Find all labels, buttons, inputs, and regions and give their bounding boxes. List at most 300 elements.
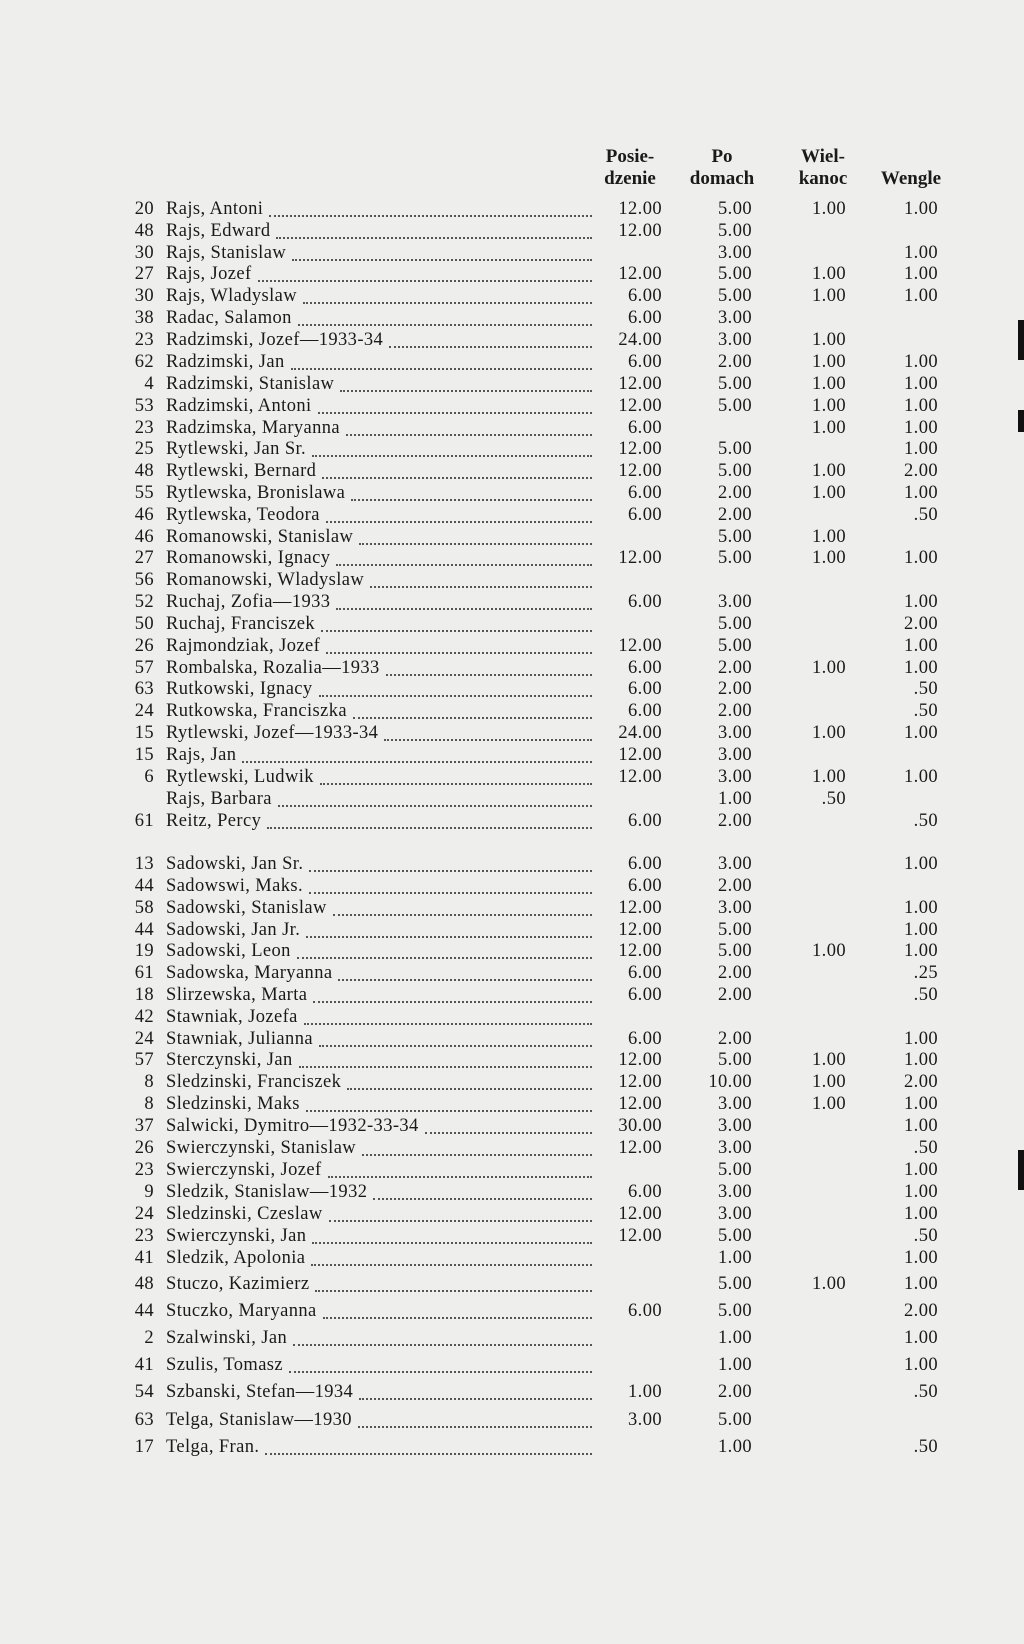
member-number: 26 [134,636,154,656]
member-number: 26 [134,1138,154,1158]
dot-leader [362,1132,592,1156]
member-name: Radzimski, Jan [166,352,285,372]
member-name: Rytlewska, Teodora [166,505,320,525]
amount-wengle: 1.00 [904,1204,938,1224]
amount-posiedzenie: 12.00 [618,941,662,961]
dot-leader [289,1349,592,1373]
amount-wielkanoc: 1.00 [812,199,846,219]
amount-posiedzenie: 6.00 [628,658,662,678]
amount-po-domach: 5.00 [718,1274,752,1294]
amount-wengle: 1.00 [904,1160,938,1180]
member-name: Sadowski, Stanislaw [166,898,327,918]
dot-leader [373,1176,592,1200]
dot-leader [347,1066,592,1090]
member-name: Rytlewski, Bernard [166,461,317,481]
amount-wengle: .50 [913,811,938,831]
dot-leader [276,215,592,239]
amount-po-domach: 2.00 [718,352,752,372]
member-number: 24 [134,1204,154,1224]
member-name: Rutkowska, Franciszka [166,701,348,721]
amount-posiedzenie: 12.00 [618,548,662,568]
amount-po-domach: 3.00 [718,1116,752,1136]
dot-leader [267,805,592,829]
amount-po-domach: 5.00 [718,920,752,940]
amount-posiedzenie: 12.00 [618,920,662,940]
amount-po-domach: 2.00 [718,985,752,1005]
amount-po-domach: 5.00 [718,548,752,568]
amount-po-domach: 5.00 [718,1160,752,1180]
amount-po-domach: 3.00 [718,1138,752,1158]
amount-po-domach: 3.00 [718,1094,752,1114]
list-item [0,810,1024,832]
dot-leader [328,1154,592,1178]
amount-wengle: .50 [913,505,938,525]
amount-po-domach: 2.00 [718,876,752,896]
amount-po-domach: 10.00 [708,1072,752,1092]
member-name: Swierczynski, Stanislaw [166,1138,357,1158]
dot-leader [333,892,592,916]
amount-wengle: 1.00 [904,920,938,940]
dot-leader [338,957,592,981]
amount-wielkanoc: 1.00 [812,264,846,284]
amount-po-domach: 3.00 [718,243,752,263]
amount-wielkanoc: 1.00 [812,941,846,961]
member-name: Szalwinski, Jan [166,1328,288,1348]
amount-posiedzenie: 6.00 [628,505,662,525]
member-number: 41 [134,1248,154,1268]
dot-leader [242,739,592,763]
member-number: 15 [134,723,154,743]
page-edge-mark [1018,410,1024,432]
member-name: Sledzinski, Czeslaw [166,1204,323,1224]
amount-posiedzenie: 6.00 [628,985,662,1005]
list-item [0,1409,1024,1431]
column-headers [0,146,1024,196]
member-number: 20 [134,199,154,219]
amount-wengle: 1.00 [904,1355,938,1375]
dot-leader [389,324,592,348]
member-number: 25 [134,439,154,459]
list-item [0,1300,1024,1322]
amount-wengle: 1.00 [904,1182,938,1202]
amount-po-domach: 5.00 [718,461,752,481]
amount-wengle: .50 [913,701,938,721]
member-name: Rajs, Jan [166,745,237,765]
amount-po-domach: 2.00 [718,1029,752,1049]
member-name: Sterczynski, Jan [166,1050,293,1070]
member-name: Rytlewski, Ludwik [166,767,314,787]
amount-posiedzenie: 12.00 [618,1094,662,1114]
dot-leader [322,455,592,479]
amount-wielkanoc: 1.00 [812,1274,846,1294]
dot-leader [340,368,592,392]
member-name: Salwicki, Dymitro—1932-33-34 [166,1116,419,1136]
amount-po-domach: 5.00 [718,374,752,394]
amount-po-domach: 2.00 [718,1382,752,1402]
member-number: 41 [134,1355,154,1375]
amount-wengle: 1.00 [904,483,938,503]
amount-po-domach: 3.00 [718,592,752,612]
amount-po-domach: 2.00 [718,811,752,831]
member-number: 38 [134,308,154,328]
amount-posiedzenie: 12.00 [618,898,662,918]
dot-leader [358,1404,592,1428]
amount-posiedzenie: 12.00 [618,1138,662,1158]
amount-wielkanoc: 1.00 [812,286,846,306]
amount-po-domach: 1.00 [718,1355,752,1375]
amount-po-domach: 5.00 [718,636,752,656]
member-number: 30 [134,243,154,263]
amount-posiedzenie: 6.00 [628,963,662,983]
list-item [0,1381,1024,1403]
page-edge-mark [1018,1150,1024,1190]
member-number: 13 [134,854,154,874]
amount-wengle: 1.00 [904,941,938,961]
amount-wengle: 1.00 [904,1248,938,1268]
member-number: 4 [144,374,154,394]
amount-wengle: 1.00 [904,592,938,612]
dot-leader [269,193,592,217]
amount-wengle: 1.00 [904,1274,938,1294]
amount-wengle: 1.00 [904,658,938,678]
member-name: Rutkowski, Ignacy [166,679,313,699]
amount-po-domach: 3.00 [718,745,752,765]
member-number: 50 [134,614,154,634]
amount-po-domach: 3.00 [718,308,752,328]
amount-posiedzenie: 6.00 [628,701,662,721]
amount-wengle: 2.00 [904,1301,938,1321]
amount-wielkanoc: 1.00 [812,396,846,416]
member-number: 24 [134,1029,154,1049]
amount-po-domach: 2.00 [718,679,752,699]
amount-po-domach: 5.00 [718,941,752,961]
amount-posiedzenie: 6.00 [628,854,662,874]
member-number: 48 [134,221,154,241]
member-name: Radzimska, Maryanna [166,418,341,438]
amount-posiedzenie: 12.00 [618,1050,662,1070]
header-posiedzenie: Posie- dzenie [604,146,656,189]
amount-po-domach: 2.00 [718,701,752,721]
member-name: Radzimski, Jozef—1933-34 [166,330,384,350]
amount-wengle: 1.00 [904,264,938,284]
member-name: Rajs, Stanislaw [166,243,287,263]
dot-leader [359,1376,592,1400]
amount-posiedzenie: 6.00 [628,352,662,372]
member-name: Szbanski, Stefan—1934 [166,1382,354,1402]
member-name: Rajs, Antoni [166,199,264,219]
member-number: 24 [134,701,154,721]
amount-posiedzenie: 12.00 [618,1072,662,1092]
dot-leader [299,1044,592,1068]
amount-wengle: 1.00 [904,1094,938,1114]
amount-po-domach: 5.00 [718,286,752,306]
amount-po-domach: 5.00 [718,439,752,459]
dot-leader [425,1110,592,1134]
member-number: 55 [134,483,154,503]
member-name: Sadowski, Jan Sr. [166,854,304,874]
dot-leader [293,1322,592,1346]
member-name: Stuczko, Maryanna [166,1301,317,1321]
dot-leader [323,1295,592,1319]
amount-po-domach: 3.00 [718,1182,752,1202]
amount-posiedzenie: 12.00 [618,396,662,416]
amount-wengle: 1.00 [904,243,938,263]
member-number: 57 [134,1050,154,1070]
member-name: Rytlewska, Bronislawa [166,483,346,503]
amount-wengle: 2.00 [904,461,938,481]
amount-wengle: 2.00 [904,614,938,634]
amount-posiedzenie: 6.00 [628,679,662,699]
amount-posiedzenie: 12.00 [618,199,662,219]
member-number: 58 [134,898,154,918]
member-name: Radac, Salamon [166,308,292,328]
member-name: Sadowswi, Maks. [166,876,304,896]
list-item [0,1247,1024,1269]
amount-po-domach: 2.00 [718,505,752,525]
amount-posiedzenie: 6.00 [628,418,662,438]
member-number: 8 [144,1072,154,1092]
amount-wielkanoc: 1.00 [812,1050,846,1070]
member-name: Sledzinski, Franciszek [166,1072,342,1092]
member-name: Szulis, Tomasz [166,1355,284,1375]
amount-po-domach: 5.00 [718,1410,752,1430]
dot-leader [311,1242,592,1266]
amount-wengle: 1.00 [904,548,938,568]
amount-wengle: 1.00 [904,439,938,459]
dot-leader [329,1198,592,1222]
amount-posiedzenie: 12.00 [618,264,662,284]
amount-wengle: 1.00 [904,723,938,743]
member-number: 8 [144,1094,154,1114]
member-name: Rombalska, Rozalia—1933 [166,658,380,678]
member-number: 57 [134,658,154,678]
member-name: Romanowski, Ignacy [166,548,331,568]
amount-posiedzenie: 12.00 [618,439,662,459]
member-name: Reitz, Percy [166,811,262,831]
member-number: 48 [134,461,154,481]
member-name: Swierczynski, Jan [166,1226,307,1246]
list-item [0,1354,1024,1376]
member-name: Rajmondziak, Jozef [166,636,321,656]
amount-wengle: .50 [913,1138,938,1158]
member-name: Stuczo, Kazimierz [166,1274,310,1294]
amount-wengle: 1.00 [904,199,938,219]
member-number: 37 [134,1116,154,1136]
amount-po-domach: 5.00 [718,199,752,219]
dot-leader [312,1220,592,1244]
member-number: 2 [144,1328,154,1348]
page-edge-mark [1018,320,1024,360]
amount-wengle: .50 [913,985,938,1005]
amount-wengle: 1.00 [904,352,938,372]
dot-leader [312,433,592,457]
amount-wielkanoc: 1.00 [812,1072,846,1092]
member-number: 54 [134,1382,154,1402]
dot-leader [315,1268,592,1292]
member-number: 23 [134,1226,154,1246]
member-number: 44 [134,876,154,896]
member-number: 63 [134,679,154,699]
amount-wielkanoc: 1.00 [812,330,846,350]
amount-wielkanoc: 1.00 [812,461,846,481]
amount-po-domach: 5.00 [718,527,752,547]
member-name: Ruchaj, Zofia—1933 [166,592,331,612]
dot-leader [258,258,592,282]
member-name: Slirzewska, Marta [166,985,308,1005]
member-number: 56 [134,570,154,590]
dot-leader [304,1001,592,1025]
amount-posiedzenie: 12.00 [618,221,662,241]
amount-wengle: 1.00 [904,1328,938,1348]
member-name: Radzimski, Antoni [166,396,312,416]
member-number: 44 [134,1301,154,1321]
member-name: Rajs, Edward [166,221,271,241]
amount-posiedzenie: 24.00 [618,723,662,743]
amount-wengle: .50 [913,1437,938,1457]
dot-leader [318,390,592,414]
amount-wielkanoc: 1.00 [812,658,846,678]
amount-wielkanoc: 1.00 [812,548,846,568]
amount-wengle: 1.00 [904,1116,938,1136]
amount-wielkanoc: 1.00 [812,418,846,438]
amount-posiedzenie: 6.00 [628,876,662,896]
member-name: Rajs, Jozef [166,264,252,284]
member-number: 19 [134,941,154,961]
amount-posiedzenie: 6.00 [628,811,662,831]
member-name: Romanowski, Wladyslaw [166,570,365,590]
dot-leader [336,542,592,566]
member-number: 15 [134,745,154,765]
amount-posiedzenie: 12.00 [618,767,662,787]
dot-leader [319,673,592,697]
member-name: Stawniak, Jozefa [166,1007,298,1027]
member-number: 61 [134,811,154,831]
amount-wengle: .50 [913,1226,938,1246]
dot-leader [306,1088,592,1112]
member-number: 23 [134,418,154,438]
amount-po-domach: 1.00 [718,1248,752,1268]
member-number: 53 [134,396,154,416]
dot-leader [297,935,592,959]
amount-wielkanoc: 1.00 [812,527,846,547]
amount-wengle: .25 [913,963,938,983]
member-name: Swierczynski, Jozef [166,1160,322,1180]
member-name: Rajs, Barbara [166,789,272,809]
dot-leader [313,979,592,1003]
amount-posiedzenie: 6.00 [628,1029,662,1049]
member-number: 23 [134,1160,154,1180]
member-name: Sadowska, Maryanna [166,963,333,983]
amount-po-domach: 3.00 [718,898,752,918]
member-name: Telga, Stanislaw—1930 [166,1410,352,1430]
amount-posiedzenie: 1.00 [628,1382,662,1402]
member-number: 46 [134,527,154,547]
header-wielkanoc: Wiel- kanoc [798,146,848,189]
member-name: Sledzik, Stanislaw—1932 [166,1182,368,1202]
amount-wengle: 1.00 [904,286,938,306]
amount-wielkanoc: .50 [821,789,846,809]
list-item [0,1436,1024,1458]
amount-wielkanoc: 1.00 [812,352,846,372]
amount-po-domach: 5.00 [718,396,752,416]
member-name: Romanowski, Stanislaw [166,527,354,547]
amount-wengle: .50 [913,1382,938,1402]
amount-wielkanoc: 1.00 [812,483,846,503]
dot-leader [351,477,592,501]
amount-po-domach: 2.00 [718,483,752,503]
dot-leader [303,280,592,304]
dot-leader [326,499,592,523]
dot-leader [278,783,592,807]
dot-leader [321,608,592,632]
dot-leader [384,717,592,741]
amount-wielkanoc: 1.00 [812,1094,846,1114]
amount-po-domach: 5.00 [718,1226,752,1246]
member-name: Ruchaj, Franciszek [166,614,315,634]
amount-wielkanoc: 1.00 [812,374,846,394]
amount-po-domach: 5.00 [718,614,752,634]
dot-leader [326,630,592,654]
list-item [0,1273,1024,1295]
amount-wengle: 1.00 [904,854,938,874]
amount-po-domach: 1.00 [718,789,752,809]
amount-po-domach: 3.00 [718,330,752,350]
amount-wengle: 1.00 [904,396,938,416]
amount-posiedzenie: 6.00 [628,1182,662,1202]
dot-leader [309,870,592,894]
member-number: 17 [134,1437,154,1457]
member-number: 48 [134,1274,154,1294]
amount-posiedzenie: 30.00 [618,1116,662,1136]
member-number: 61 [134,963,154,983]
amount-wengle: 1.00 [904,1050,938,1070]
amount-po-domach: 1.00 [718,1437,752,1457]
member-number: 27 [134,264,154,284]
amount-posiedzenie: 12.00 [618,1226,662,1246]
amount-wengle: 1.00 [904,767,938,787]
amount-posiedzenie: 6.00 [628,1301,662,1321]
member-name: Rajs, Wladyslaw [166,286,298,306]
member-number: 6 [144,767,154,787]
amount-po-domach: 3.00 [718,1204,752,1224]
amount-wengle: 1.00 [904,636,938,656]
member-name: Sledzik, Apolonia [166,1248,306,1268]
member-number: 46 [134,505,154,525]
dot-leader [298,302,592,326]
amount-po-domach: 2.00 [718,963,752,983]
dot-leader [309,848,592,872]
amount-posiedzenie: 6.00 [628,483,662,503]
dot-leader [353,695,592,719]
amount-posiedzenie: 3.00 [628,1410,662,1430]
dot-leader [265,1431,592,1455]
member-number: 18 [134,985,154,1005]
member-name: Sledzinski, Maks [166,1094,300,1114]
amount-wengle: 1.00 [904,898,938,918]
member-number: 52 [134,592,154,612]
amount-po-domach: 3.00 [718,854,752,874]
member-number: 44 [134,920,154,940]
member-name: Sadowski, Jan Jr. [166,920,301,940]
amount-posiedzenie: 12.00 [618,374,662,394]
member-number: 42 [134,1007,154,1027]
amount-po-domach: 1.00 [718,1328,752,1348]
amount-posiedzenie: 12.00 [618,1204,662,1224]
header-wengle: Wengle [880,168,942,189]
amount-po-domach: 3.00 [718,723,752,743]
amount-wengle: 2.00 [904,1072,938,1092]
member-number: 63 [134,1410,154,1430]
